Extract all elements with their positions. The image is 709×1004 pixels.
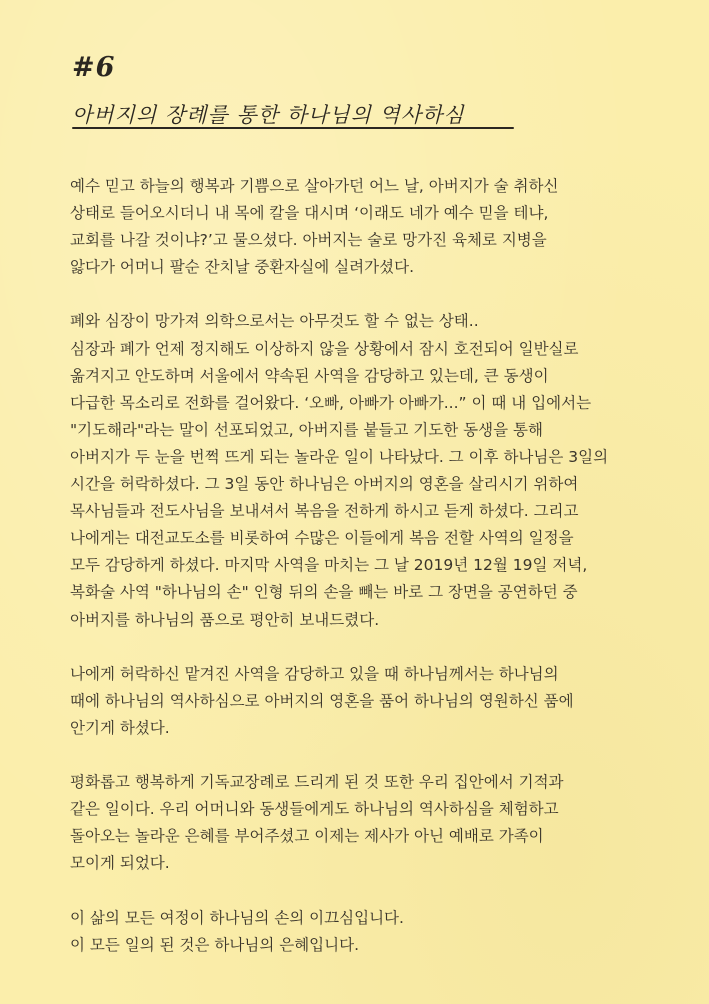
body-text <box>70 173 642 986</box>
paragraph <box>70 905 642 959</box>
text-line: 옮겨지고 안도하며 서울에서 약속된 사역을 감당하고 있는데, 큰 동생이 <box>70 366 549 385</box>
text-line: 다급한 목소리로 전화를 걸어왔다. ‘오빠, 아빠가 아빠가...” 이 때 내 입에서는 <box>70 393 592 412</box>
text-line: 교회를 나갈 것이냐?’고 물으셨다. 아버지는 술로 망가진 육체로 지병을 <box>70 231 547 250</box>
text-line: 모이게 되었다. <box>70 854 170 873</box>
text-line: 폐와 심장이 망가져 의학으로서는 아무것도 할 수 없는 상태.. <box>70 312 479 331</box>
paragraph <box>70 769 642 877</box>
text-line: 돌아오는 놀라운 은혜를 부어주셨고 이제는 제사가 아닌 예배로 가족이 <box>70 827 544 846</box>
text-line: 평화롭고 행복하게 기독교장례로 드리게 된 것 또한 우리 집안에서 기적과 <box>70 773 564 792</box>
text-line: 복화술 사역 "하나님의 손" 인형 뒤의 손을 빼는 바로 그 장면을 공연하던 중 <box>70 583 578 602</box>
text-line: 예수 믿고 하늘의 행복과 기쁨으로 살아가던 어느 날, 아버지가 술 취하신 <box>70 177 559 195</box>
text-line: 앓다가 어머니 팔순 잔치날 중환자실에 실려가셨다. <box>70 258 414 277</box>
text-line: 아버지가 두 눈을 번쩍 뜨게 되는 놀라운 일이 나타났다. 그 이후 하나님은 3일의 <box>70 447 609 466</box>
text-line: 나에게 허락하신 맡겨진 사역을 감당하고 있을 때 하나님께서는 하나님의 <box>70 664 559 683</box>
text-line: 아버지를 하나님의 품으로 평안히 보내드렸다. <box>70 610 380 629</box>
text-line: 심장과 폐가 언제 정지해도 이상하지 않을 상황에서 잠시 호전되어 일반실로 <box>70 339 579 358</box>
paragraph <box>70 308 642 633</box>
paragraph <box>70 661 642 742</box>
text-line: 안기게 하셨다. <box>70 718 170 737</box>
text-line: 이 삶의 모든 여정이 하나님의 손의 이끄심입니다. <box>70 908 404 927</box>
title-underline <box>72 127 514 129</box>
text-line: "기도해라"라는 말이 선포되었고, 아버지를 붙들고 기도한 동생을 통해 <box>70 420 543 439</box>
text-line: 목사님들과 전도사님을 보내셔서 복음을 전하게 하시고 듣게 하셨다. 그리고 <box>70 502 579 521</box>
page-title: 아버지의 장례를 통한 하나님의 역사하심 <box>72 103 465 127</box>
paragraph <box>70 173 642 281</box>
section-number: #6 <box>72 52 116 83</box>
text-line: 나에게는 대전교도소를 비롯하여 수많은 이들에게 복음 전할 사역의 일정을 <box>70 529 574 548</box>
text-line: 이 모든 일의 된 것은 하나님의 은혜입니다. <box>70 935 360 954</box>
text-line: 때에 하나님의 역사하심으로 아버지의 영혼을 품어 하나님의 영원하신 품에 <box>70 691 574 710</box>
text-line: 모두 감당하게 하셨다. 마지막 사역을 마치는 그 날 2019년 12월 19일 저녁, <box>70 556 588 575</box>
text-line: 시간을 허락하셨다. 그 3일 동안 하나님은 아버지의 영혼을 살리시기 위하여 <box>70 475 579 494</box>
text-line: 상태로 들어오시더니 내 목에 칼을 대시며 ‘이래도 네가 예수 믿을 테냐, <box>70 204 549 223</box>
text-line: 같은 일이다. 우리 어머니와 동생들에게도 하나님의 역사하심을 체험하고 <box>70 800 559 819</box>
